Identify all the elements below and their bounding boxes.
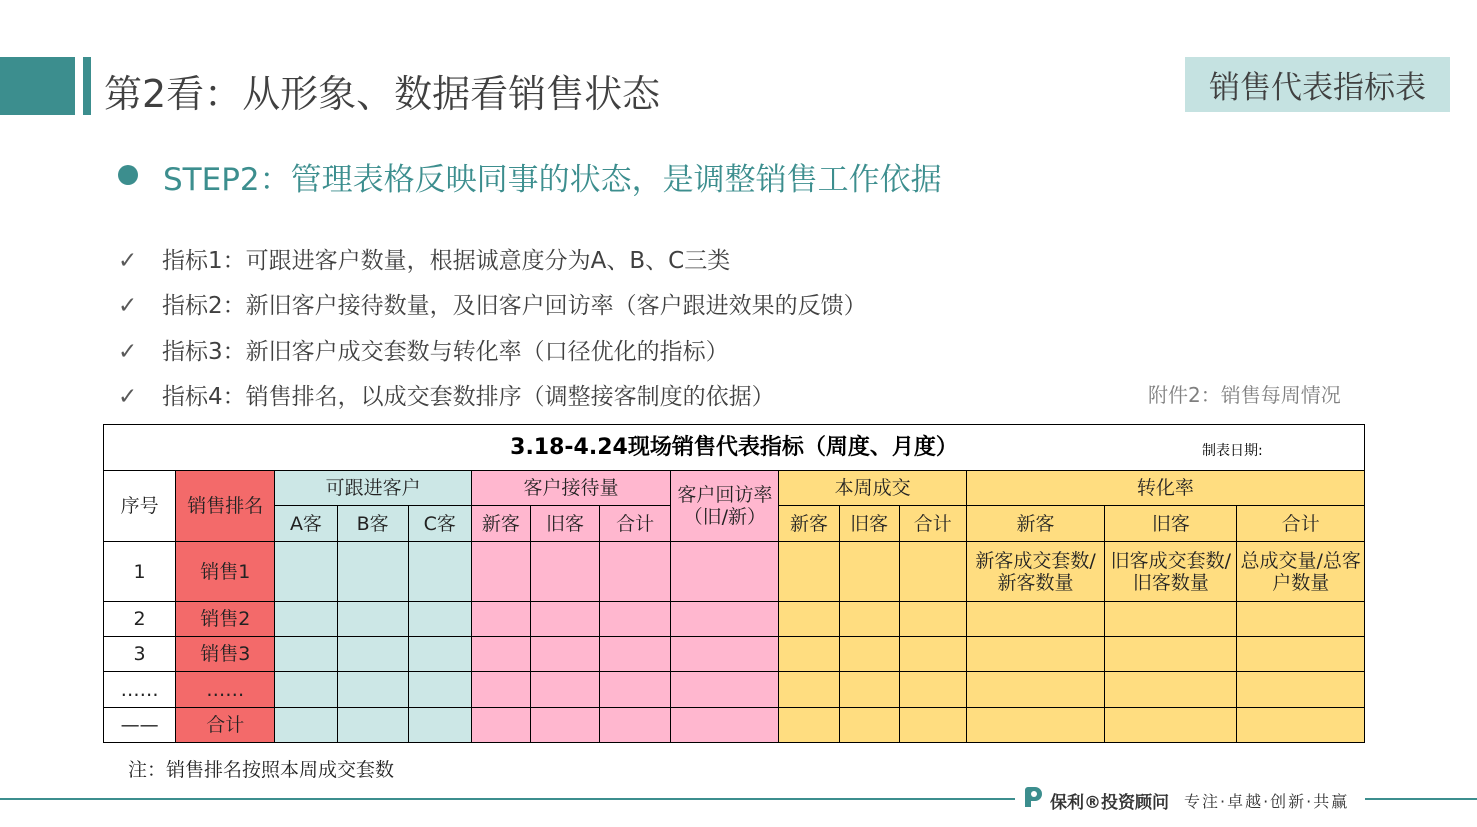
header-reception: 客户接待量 [471,471,670,506]
formula-total-cell: 总成交量/总客户数量 [1237,542,1365,602]
data-cell [471,708,530,743]
sales-indicator-table [103,424,1365,743]
data-cell [671,602,779,637]
data-cell [671,708,779,743]
data-cell [671,542,779,602]
data-cell [966,637,1104,672]
subheader-total: 合计 [600,506,671,542]
data-cell [600,672,671,708]
check-icon: ✓ [118,248,138,274]
header-weekly-deals: 本周成交 [779,471,966,506]
data-cell [1237,602,1365,637]
data-cell [671,637,779,672]
data-cell [337,542,408,602]
check-icon: ✓ [118,339,138,365]
data-cell [671,672,779,708]
data-cell [839,542,899,602]
data-cell [839,602,899,637]
check-icon: ✓ [118,293,138,319]
data-cell [899,542,966,602]
data-cell [899,672,966,708]
data-cell [337,708,408,743]
table-row [104,602,1365,637]
table-caption [104,425,1365,471]
subheader-total: 合计 [1237,506,1365,542]
data-cell [275,672,337,708]
data-cell [530,602,599,637]
rank-cell: 销售2 [176,602,275,637]
data-cell [779,542,839,602]
indicator-item [118,333,729,366]
subheader-old: 旧客 [839,506,899,542]
data-cell [1237,637,1365,672]
indicator-item [118,378,775,411]
data-cell [471,542,530,602]
data-cell [1237,708,1365,743]
subheader-a: A客 [275,506,337,542]
data-cell [899,637,966,672]
table-title: 3.18-4.24现场销售代表指标（周度、月度） [510,434,958,460]
data-cell [408,708,471,743]
data-cell [839,637,899,672]
data-cell [275,542,337,602]
rank-cell: 合计 [176,708,275,743]
data-cell [408,602,471,637]
indicator-text: 指标2：新旧客户接待数量，及旧客户回访率（客户跟进效果的反馈） [162,293,867,319]
data-cell [1105,672,1237,708]
poly-logo-icon [1022,786,1044,808]
title-badge: 销售代表指标表 [1185,57,1450,112]
table-row [104,542,1365,602]
data-cell [1105,637,1237,672]
rank-cell: 销售1 [176,542,275,602]
footer-divider-left [0,798,1015,800]
company-name: 保利®投资顾问 [1050,793,1169,813]
data-cell [600,602,671,637]
data-cell [1237,672,1365,708]
footer-divider-right [1365,798,1477,800]
indicator-item [118,242,730,275]
subheader-new: 新客 [779,506,839,542]
header-rank: 销售排名 [176,471,275,542]
check-icon: ✓ [118,384,138,410]
data-cell [275,637,337,672]
data-cell [408,672,471,708]
data-cell [1105,602,1237,637]
data-cell [899,602,966,637]
data-cell [839,708,899,743]
indicator-item [118,287,867,320]
data-cell [779,602,839,637]
seq-cell: —— [104,708,176,743]
data-cell [966,602,1104,637]
seq-cell: 2 [104,602,176,637]
data-cell [600,542,671,602]
header-revisit: 客户回访率（旧/新） [671,471,779,542]
data-cell [779,672,839,708]
date-label: 制表日期: [1202,443,1263,459]
subheader-new: 新客 [966,506,1104,542]
header-seq: 序号 [104,471,176,542]
subheader-b: B客 [337,506,408,542]
formula-new-cell: 新客成交套数/新客数量 [966,542,1104,602]
header-followup: 可跟进客户 [275,471,471,506]
rank-cell: 销售3 [176,637,275,672]
title-accent-block [0,57,75,115]
subheader-total: 合计 [899,506,966,542]
seq-cell: 1 [104,542,176,602]
table-row [104,637,1365,672]
data-cell [337,602,408,637]
data-cell [471,637,530,672]
data-cell [471,672,530,708]
table-row [104,708,1365,743]
data-cell [471,602,530,637]
data-cell [408,542,471,602]
data-cell [1105,708,1237,743]
data-cell [275,602,337,637]
data-cell [530,708,599,743]
data-cell [600,637,671,672]
data-cell [408,637,471,672]
table-note: 注：销售排名按照本周成交套数 [128,759,395,781]
indicator-text: 指标4：销售排名，以成交套数排序（调整接客制度的依据） [162,384,775,410]
subheader-old: 旧客 [530,506,599,542]
indicator-text: 指标3：新旧客户成交套数与转化率（口径优化的指标） [162,339,729,365]
formula-old-cell: 旧客成交套数/旧客数量 [1105,542,1237,602]
data-cell [839,672,899,708]
subheader-old: 旧客 [1105,506,1237,542]
seq-cell: 3 [104,637,176,672]
seq-cell: …… [104,672,176,708]
data-cell [530,637,599,672]
data-cell [779,637,839,672]
data-cell [530,542,599,602]
bullet-dot-icon [118,165,138,185]
data-cell [966,672,1104,708]
data-cell [779,708,839,743]
data-cell [966,708,1104,743]
data-cell [899,708,966,743]
data-cell [337,637,408,672]
slide-title: 第2看：从形象、数据看销售状态 [104,72,661,116]
subheader-new: 新客 [471,506,530,542]
data-cell [530,672,599,708]
table-row [104,672,1365,708]
company-slogan: 专注·卓越·创新·共赢 [1184,792,1350,811]
title-accent-bar [83,57,91,115]
rank-cell: …… [176,672,275,708]
attachment-label: 附件2：销售每周情况 [1148,383,1341,407]
data-cell [600,708,671,743]
header-conversion: 转化率 [966,471,1364,506]
step-heading: STEP2：管理表格反映同事的状态，是调整销售工作依据 [163,162,942,198]
indicator-text: 指标1：可跟进客户数量，根据诚意度分为A、B、C三类 [162,248,731,274]
subheader-c: C客 [408,506,471,542]
data-cell [275,708,337,743]
data-cell [337,672,408,708]
